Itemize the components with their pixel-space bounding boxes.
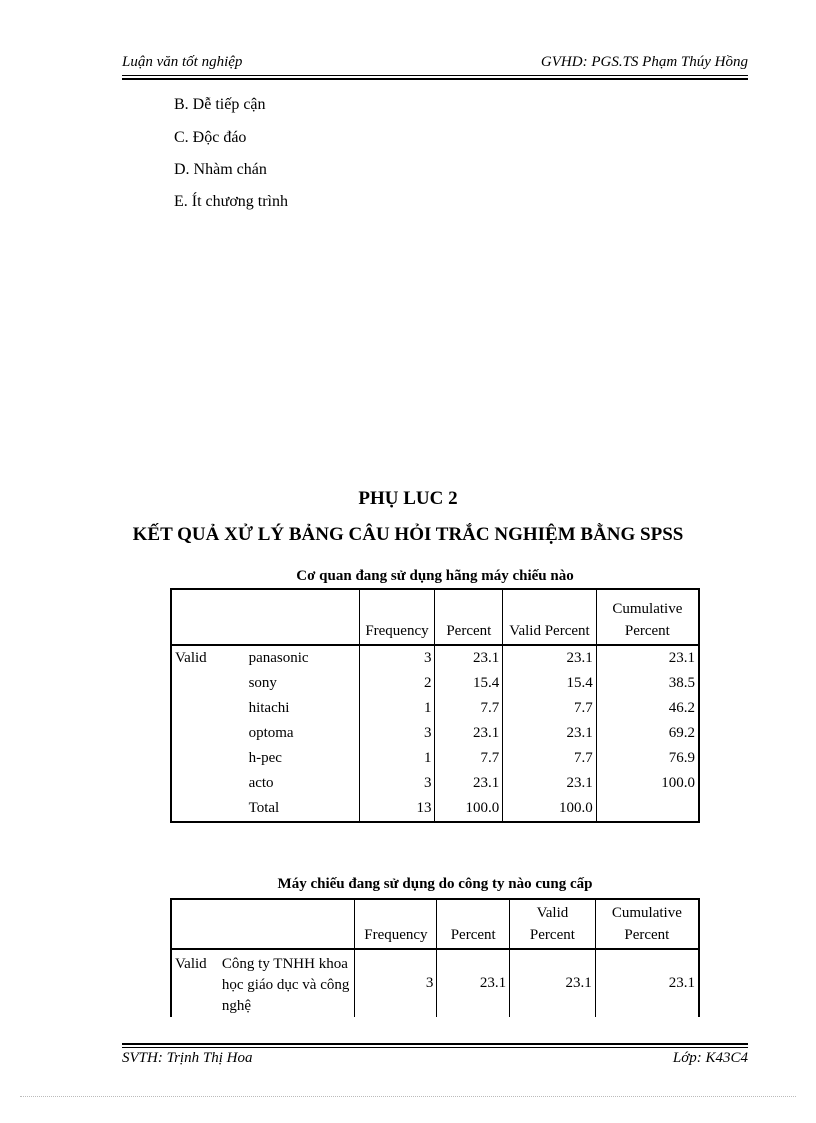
cell-frequency: 13 bbox=[359, 796, 435, 822]
table1-header-valid-percent: Valid Percent bbox=[503, 589, 597, 645]
appendix-title: PHỤ LUC 2 bbox=[358, 488, 458, 509]
row-group-label bbox=[171, 746, 246, 771]
row-label: Công ty TNHH khoa học giáo dục và công nghệ bbox=[219, 949, 355, 1017]
footer-rule-thick bbox=[122, 1043, 748, 1045]
table1-header-cumulative-percent: Cumulative Percent bbox=[612, 601, 683, 639]
cell-valid-percent: 23.1 bbox=[503, 771, 597, 796]
option-b: B. Dễ tiếp cận bbox=[174, 96, 266, 113]
cell-percent: 100.0 bbox=[435, 796, 503, 822]
table-row bbox=[171, 721, 699, 746]
page-bottom-dotted-line bbox=[20, 1096, 796, 1097]
row-group-label bbox=[171, 796, 246, 822]
cell-cumulative-percent: 46.2 bbox=[668, 700, 695, 716]
row-label: optoma bbox=[246, 721, 359, 746]
table2-header-valid-percent: Valid Percent bbox=[510, 899, 596, 949]
table-row bbox=[171, 746, 699, 771]
cell-cumulative-percent: 69.2 bbox=[668, 725, 695, 741]
row-group-label: Valid bbox=[175, 650, 207, 666]
cell-percent: 23.1 bbox=[435, 645, 503, 671]
cell-percent: 7.7 bbox=[435, 696, 503, 721]
table2-header-row bbox=[171, 899, 699, 949]
cell-percent: 23.1 bbox=[437, 949, 510, 1017]
table1-header-frequency: Frequency bbox=[359, 589, 435, 645]
header-thesis-label: Luận văn tốt nghiệp bbox=[122, 54, 243, 70]
cell-frequency: 1 bbox=[359, 696, 435, 721]
row-group-label bbox=[171, 671, 246, 696]
table2-header-cumulative-percent: Cumulative Percent bbox=[611, 905, 682, 943]
option-d: D. Nhàm chán bbox=[174, 161, 267, 178]
option-e: E. Ít chương trình bbox=[174, 193, 288, 210]
table1-header-percent: Percent bbox=[435, 589, 503, 645]
cell-percent: 15.4 bbox=[435, 671, 503, 696]
cell-cumulative-percent: 38.5 bbox=[668, 675, 695, 691]
cell-frequency: 2 bbox=[359, 671, 435, 696]
row-label: hitachi bbox=[246, 696, 359, 721]
row-label: panasonic bbox=[246, 645, 359, 671]
cell-valid-percent: 23.1 bbox=[503, 721, 597, 746]
table-row bbox=[171, 696, 699, 721]
footer-rule bbox=[122, 1047, 748, 1048]
cell-frequency: 3 bbox=[359, 771, 435, 796]
cell-valid-percent: 7.7 bbox=[503, 696, 597, 721]
page-header bbox=[122, 54, 748, 74]
row-label: acto bbox=[246, 771, 359, 796]
cell-valid-percent: 23.1 bbox=[510, 949, 596, 1017]
table-row bbox=[171, 771, 699, 796]
row-group-label bbox=[171, 771, 246, 796]
row-label: Total bbox=[246, 796, 359, 822]
cell-valid-percent: 7.7 bbox=[503, 746, 597, 771]
cell-percent: 23.1 bbox=[435, 771, 503, 796]
cell-frequency: 3 bbox=[359, 645, 435, 671]
table-row bbox=[171, 796, 699, 822]
cell-cumulative-percent bbox=[596, 796, 699, 822]
table-row bbox=[171, 645, 699, 671]
table2-header-frequency: Frequency bbox=[355, 899, 437, 949]
cell-cumulative-percent: 23.1 bbox=[668, 975, 695, 991]
cell-frequency: 1 bbox=[359, 746, 435, 771]
row-label: sony bbox=[246, 671, 359, 696]
table-row bbox=[171, 671, 699, 696]
cell-cumulative-percent: 100.0 bbox=[661, 775, 695, 791]
cell-percent: 7.7 bbox=[435, 746, 503, 771]
footer-class: Lớp: K43C4 bbox=[672, 1050, 748, 1066]
table2-caption: Máy chiếu đang sử dụng do công ty nào cung cấp bbox=[277, 876, 593, 892]
header-rule-thick bbox=[122, 78, 748, 80]
table2 bbox=[170, 898, 700, 1017]
cell-cumulative-percent: 76.9 bbox=[668, 750, 695, 766]
footer-student: SVTH: Trịnh Thị Hoa bbox=[122, 1050, 253, 1066]
cell-valid-percent: 23.1 bbox=[503, 645, 597, 671]
appendix-subtitle: KẾT QUẢ XỬ LÝ BẢNG CÂU HỎI TRẮC NGHIỆM BẰNG SPSS bbox=[132, 524, 684, 545]
row-group-label bbox=[171, 721, 246, 746]
header-rule bbox=[122, 75, 748, 76]
table-row bbox=[171, 949, 699, 1017]
cell-valid-percent: 100.0 bbox=[503, 796, 597, 822]
table2-header-percent: Percent bbox=[437, 899, 510, 949]
cell-percent: 23.1 bbox=[435, 721, 503, 746]
table1 bbox=[170, 588, 700, 823]
cell-cumulative-percent: 23.1 bbox=[668, 650, 695, 666]
table1-header-row bbox=[171, 589, 699, 645]
row-label: h-pec bbox=[246, 746, 359, 771]
table1-caption: Cơ quan đang sử dụng hãng máy chiếu nào bbox=[296, 568, 574, 584]
row-group-label: Valid bbox=[175, 956, 207, 972]
cell-frequency: 3 bbox=[355, 949, 437, 1017]
option-c: C. Độc đáo bbox=[174, 129, 247, 146]
row-group-label bbox=[171, 696, 246, 721]
cell-valid-percent: 15.4 bbox=[503, 671, 597, 696]
header-advisor: GVHD: PGS.TS Phạm Thúy Hồng bbox=[540, 54, 748, 70]
cell-frequency: 3 bbox=[359, 721, 435, 746]
